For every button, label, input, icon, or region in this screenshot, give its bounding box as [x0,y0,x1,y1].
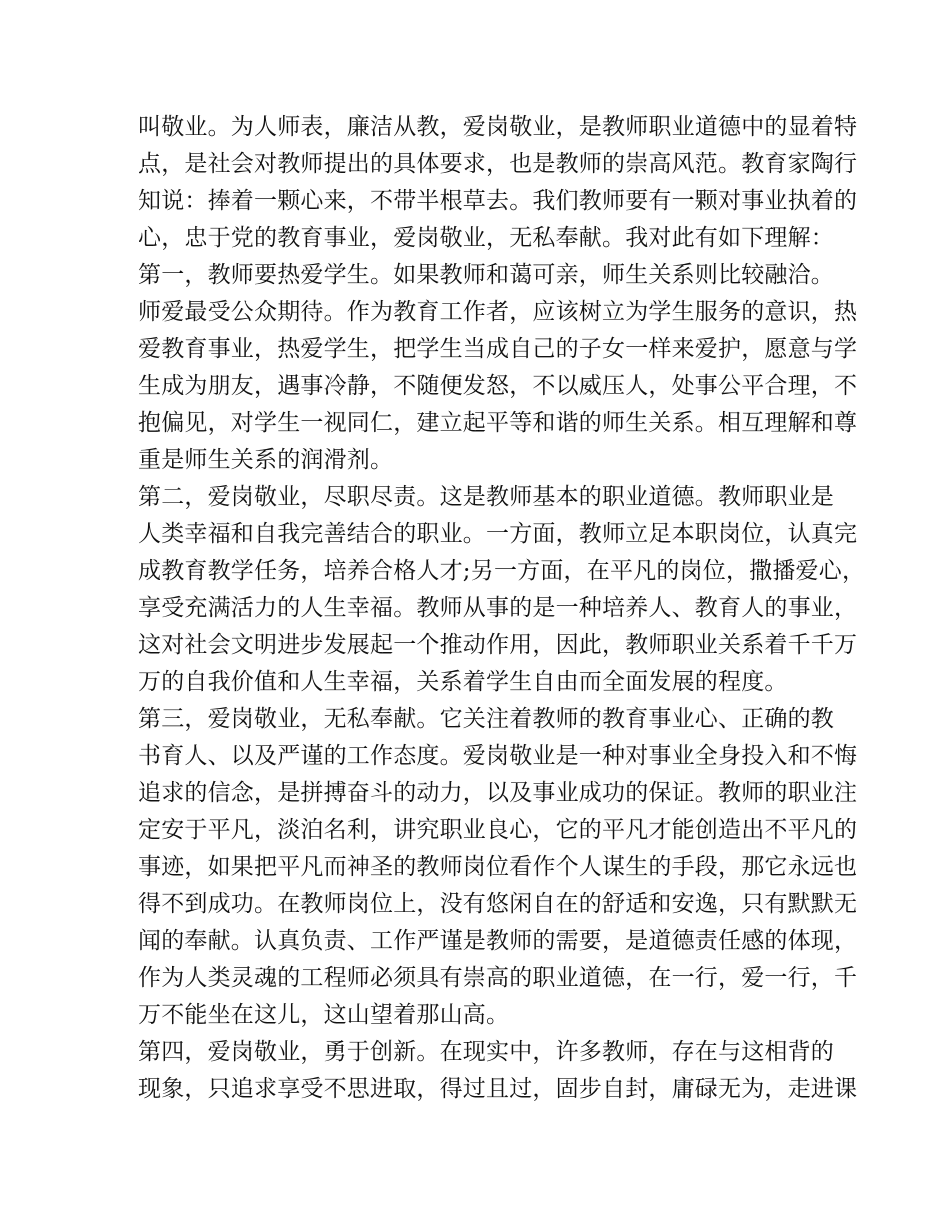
text-line: 爱教育事业，热爱学生，把学生当成自己的子女一样来爱护，愿意与学 [138,336,858,362]
text-line: 现象，只追求享受不思进取，得过且过，固步自封，庸碌无为，走进课 [138,1076,858,1102]
text-line: 成教育教学任务，培养合格人才;另一方面，在平凡的岗位，撒播爱心， [138,558,866,584]
text-line: 万不能坐在这儿，这山望着那山高。 [138,1002,510,1028]
text-line: 抱偏见，对学生一视同仁，建立起平等和谐的师生关系。相互理解和尊 [138,410,858,436]
text-line: 点，是社会对教师提出的具体要求，也是教师的崇高风范。教育家陶行 [138,151,858,177]
text-line: 第一，教师要热爱学生。如果教师和蔼可亲，师生关系则比较融洽。 [138,262,834,288]
text-line: 第四，爱岗敬业，勇于创新。在现实中，许多教师，存在与这相背的 [138,1039,834,1065]
text-line: 定安于平凡，淡泊名利，讲究职业良心，它的平凡才能创造出不平凡的 [138,817,858,843]
text-line: 心，忠于党的教育事业，爱岗敬业，无私奉献。我对此有如下理解： [138,225,834,251]
body-text [138,109,866,1108]
text-line: 第二，爱岗敬业，尽职尽责。这是教师基本的职业道德。教师职业是 [138,484,834,510]
text-line: 书育人、以及严谨的工作态度。爱岗敬业是一种对事业全身投入和不悔 [138,743,858,769]
text-line: 享受充满活力的人生幸福。教师从事的是一种培养人、教育人的事业， [138,595,858,621]
text-line: 作为人类灵魂的工程师必须具有崇高的职业道德，在一行，爱一行，千 [138,965,858,991]
text-line: 知说：捧着一颗心来，不带半根草去。我们教师要有一颗对事业执着的 [138,188,858,214]
text-line: 第三，爱岗敬业，无私奉献。它关注着教师的教育事业心、正确的教 [138,706,834,732]
text-line: 万的自我价值和人生幸福，关系着学生自由而全面发展的程度。 [138,669,788,695]
text-line: 人类幸福和自我完善结合的职业。一方面，教师立足本职岗位，认真完 [138,521,858,547]
text-line: 生成为朋友，遇事冷静，不随便发怒，不以威压人，处事公平合理，不 [138,373,858,399]
text-line: 重是师生关系的润滑剂。 [138,447,394,473]
text-line: 闻的奉献。认真负责、工作严谨是教师的需要，是道德责任感的体现， [138,928,858,954]
text-line: 事迹，如果把平凡而神圣的教师岗位看作个人谋生的手段，那它永远也 [138,854,858,880]
text-line: 师爱最受公众期待。作为教育工作者，应该树立为学生服务的意识，热 [138,299,858,325]
text-line: 追求的信念，是拼搏奋斗的动力，以及事业成功的保证。教师的职业注 [138,780,858,806]
text-line: 得不到成功。在教师岗位上，没有悠闲自在的舒适和安逸，只有默默无 [138,891,858,917]
text-line: 这对社会文明进步发展起一个推动作用，因此，教师职业关系着千千万 [138,632,858,658]
text-line: 叫敬业。为人师表，廉洁从教，爱岗敬业，是教师职业道德中的显着特 [138,114,858,140]
